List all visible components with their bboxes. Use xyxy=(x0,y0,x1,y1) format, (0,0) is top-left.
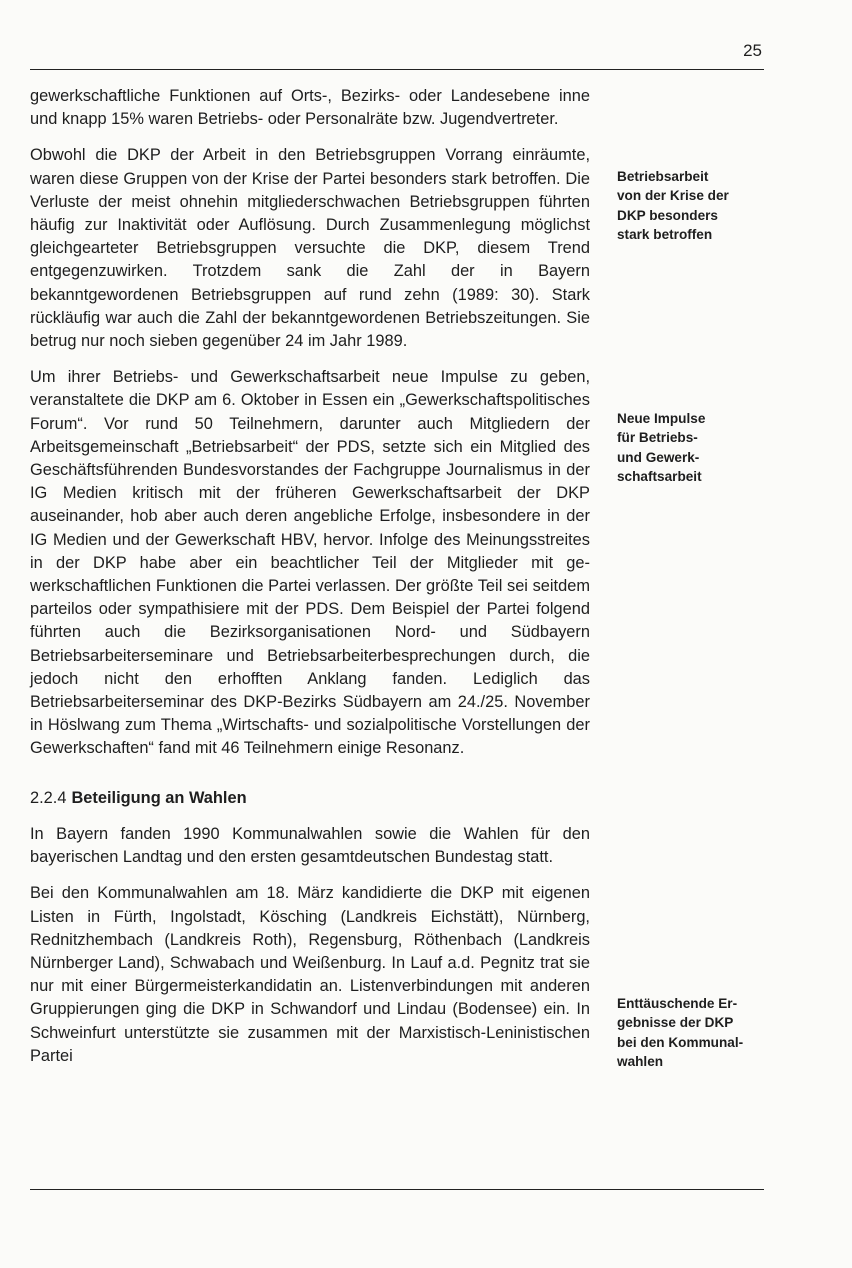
margin-note-line: DKP besonders xyxy=(617,207,718,223)
section-heading xyxy=(30,787,590,810)
margin-note-line: Neue Impulse xyxy=(617,411,706,426)
paragraph-kommunalwahlen: Bei den Kommunalwahlen am 18. März kandidierte die DKP mit eigenen Listen in Fürth, Ingolstadt, Kösching (Landkreis Eichstätt), Nürnberg, Rednitzhembach (Landkreis Roth), Regensburg, Röthenbach (Landkreis Nürnberger Land), Schwabach und Weißenburg. In Lauf a.d. Pegnitz trat sie nur mit einer Bürgermeisterkandidatin an. Listenverbindungen mit anderen Gruppierungen ging die DKP in Schwandorf und Lindau (Bodensee) ein. In Schweinfurt unterstützte sie zusammen mit der Marxistisch-Leninistischen Partei xyxy=(30,884,590,1065)
margin-note-line: gebnisse der DKP xyxy=(617,1015,734,1031)
margin-note-kommunalwahlen xyxy=(617,994,767,1072)
paragraph-continuation: gewerkschaftliche Funktionen auf Orts-, Bezirks- oder Landesebene inne und knapp 15% waren Betriebs- oder Personalräte bzw. Jugendvertreter. xyxy=(30,87,590,129)
margin-note-line: Enttäuschende Er- xyxy=(617,996,738,1011)
main-text-column xyxy=(30,85,590,1081)
margin-note-line: bei den Kommunal- xyxy=(617,1034,744,1050)
paragraph-betriebsgruppen: Obwohl die DKP der Arbeit in den Betriebsgruppen Vorrang einräumte, waren diese Gruppen von der Krise der Partei besonders stark betroffen. Die Verluste der meist ohnehin mitgliederschwachen Betriebsgruppen führten häufig zur Inaktivität oder Auflösung. Durch Zusammenlegung möglichst gleichgearteter Betriebsgruppen versuchte die DKP, diesem Trend entgegenzuwirken. Trotzdem sank die Zahl der in Bayern bekanntgewordenen Betriebsgruppen auf rund zehn (1989: 30). Stark rückläufig war auch die Zahl der bekanntgewordenen Betriebszeitungen. Sie betrug nur noch sieben gegenüber 24 im Jahr 1989. xyxy=(30,146,590,351)
margin-note-line: Betriebsarbeit xyxy=(617,169,709,184)
section-number: 2.2.4 xyxy=(30,788,67,807)
margin-note-line: für Betriebs- xyxy=(617,430,698,446)
margin-note-line: und Gewerk- xyxy=(617,449,700,465)
margin-note-line: stark betroffen xyxy=(617,227,713,243)
margin-note-line: wahlen xyxy=(617,1054,664,1070)
margin-note-neue-impulse xyxy=(617,409,767,487)
paragraph-wahlen-intro: In Bayern fanden 1990 Kommunalwahlen sowie die Wahlen für den bayerischen Landtag und den ersten gesamtdeutschen Bundestag statt. xyxy=(30,824,590,867)
margin-note-line: schaftsarbeit xyxy=(617,469,702,485)
margin-note-betriebsarbeit xyxy=(617,167,767,245)
paragraph-gewerkschaftsforum: Um ihrer Betriebs- und Gewerkschaftsarbeit neue Impulse zu geben, veranstaltete die DKP am 6. Oktober in Essen ein „Gewerkschaftspolitisches Forum“. Vor rund 50 Teilnehmern, darunter auch Mitgliedern der Arbeitsgemeinschaft „Betriebsarbeit“ der PDS, setzte sich ein Mitglied des Geschäftsführenden Bundesvorstandes der Fachgruppe Journalismus in der IG Medien kritisch mit der früheren Gewerkschaftsarbeit der DKP auseinander, hob aber auch deren angebliche Erfolge, insbesondere in der IG Medien und der Gewerkschaft HBV, hervor. Infolge des Meinungsstreites in der DKP habe aber ein beachtlicher Teil der Mitglieder mit gewerkschaftlichen Funktionen die Partei verlassen. Der größte Teil sei seitdem parteilos oder sympathisiere mit der PDS. Dem Beispiel der Partei folgend führten auch die Bezirksorganisationen Nord- und Südbayern Betriebsarbeiterseminare und Betriebsarbeiterbesprechungen durch, die jedoch nicht den erhofften Anklang fanden. Lediglich das Betriebsarbeiterseminar des DKP-Bezirks Südbayern am 24./25. November in Höslwang zum Thema „Wirtschafts- und sozialpolitische Vorstellungen der Gewerkschaften“ fand mit 46 Teilnehmern einige Resonanz. xyxy=(30,368,590,758)
header-rule xyxy=(30,69,764,70)
page-number: 25 xyxy=(743,41,762,60)
section-title: Beteiligung an Wahlen xyxy=(71,788,247,807)
margin-note-line: von der Krise der xyxy=(617,188,729,204)
footer-rule xyxy=(30,1189,764,1190)
